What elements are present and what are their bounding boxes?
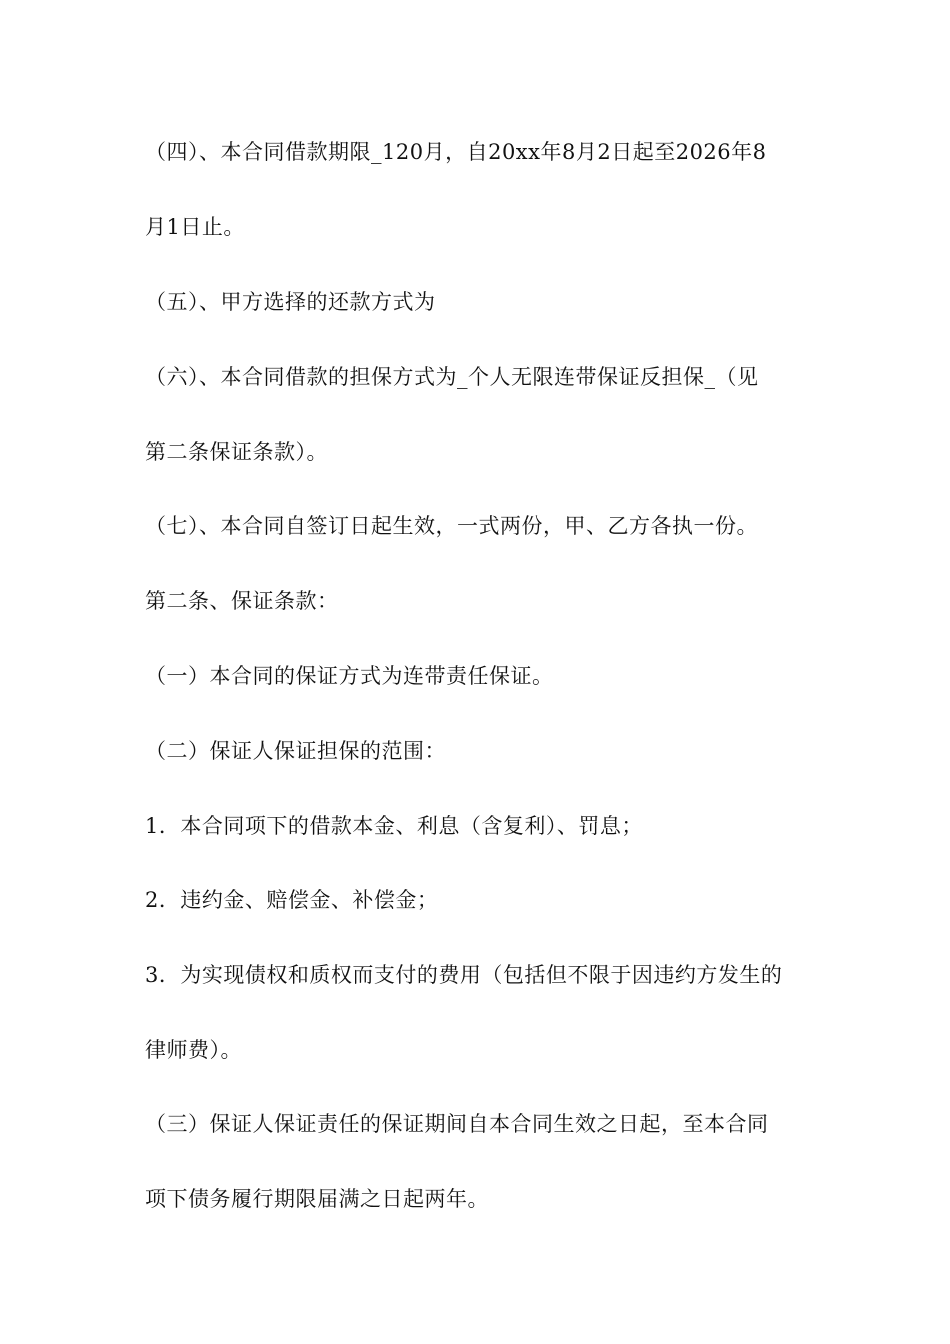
guarantee-item-2: （二）保证人保证担保的范围： bbox=[145, 739, 446, 763]
section-2-heading: 第二条、保证条款： bbox=[145, 589, 339, 613]
clause-6-line-2: 第二条保证条款）。 bbox=[145, 440, 328, 464]
guarantee-item-3-line-1: （三）保证人保证责任的保证期间自本合同生效之日起，至本合同 bbox=[145, 1112, 769, 1136]
scope-item-1: 1．本合同项下的借款本金、利息（含复利）、罚息； bbox=[145, 814, 643, 838]
clause-7-line: （七）、本合同自签订日起生效，一式两份，甲、乙方各执一份。 bbox=[145, 514, 758, 538]
scope-item-3-line-2: 律师费）。 bbox=[145, 1038, 242, 1062]
clause-5-line: （五）、甲方选择的还款方式为 bbox=[145, 290, 436, 314]
scope-item-2: 2．违约金、赔偿金、补偿金； bbox=[145, 888, 439, 912]
guarantee-item-1: （一）本合同的保证方式为连带责任保证。 bbox=[145, 664, 554, 688]
clause-6-line-1: （六）、本合同借款的担保方式为_个人无限连带保证反担保_（见 bbox=[145, 365, 759, 389]
clause-4-line-2: 月1日止。 bbox=[145, 215, 245, 239]
scope-item-3-line-1: 3．为实现债权和质权而支付的费用（包括但不限于因违约方发生的 bbox=[145, 963, 783, 987]
guarantee-item-3-line-2: 项下债务履行期限届满之日起两年。 bbox=[145, 1187, 489, 1211]
clause-4-line-1: （四）、本合同借款期限_120月，自20xx年8月2日起至2026年8 bbox=[145, 140, 767, 164]
